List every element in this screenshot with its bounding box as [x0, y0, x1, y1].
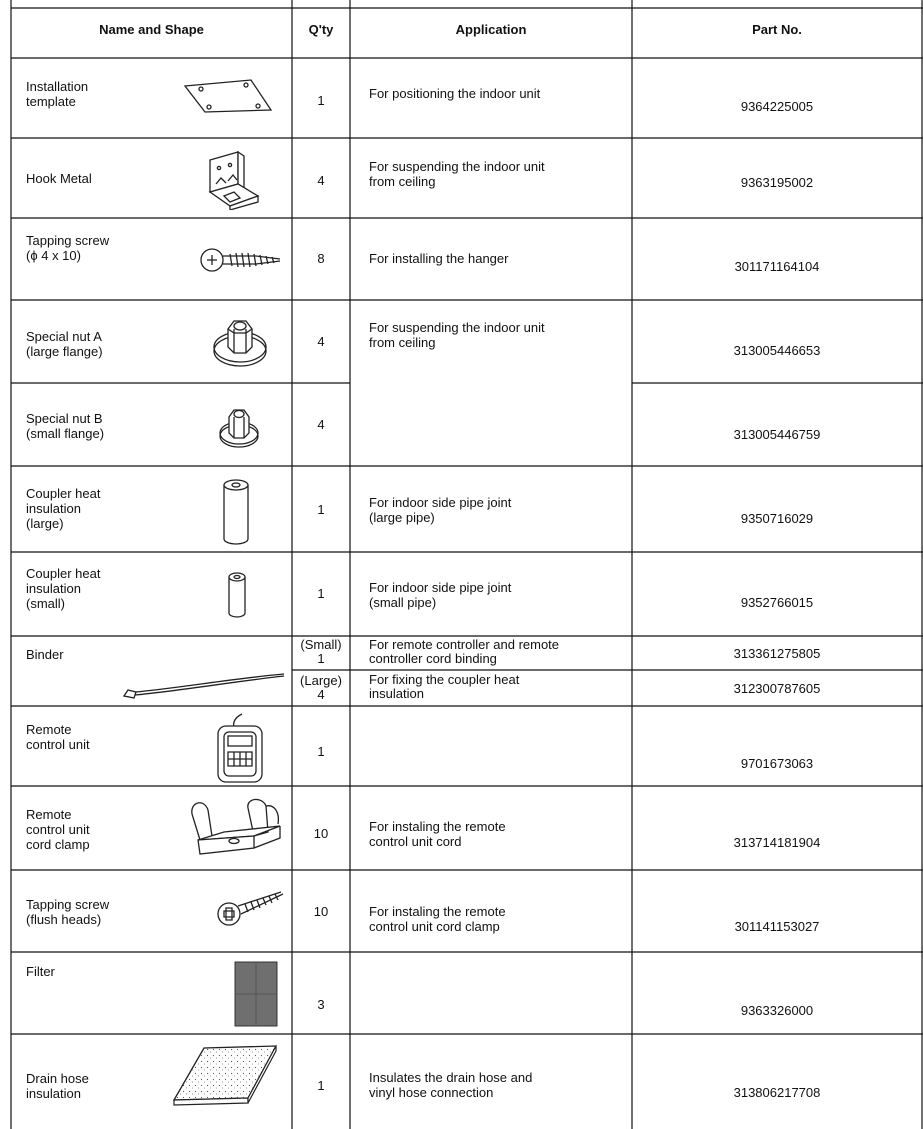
row-application-small: For remote controller and remote controller cord binding — [369, 637, 560, 666]
row-part-no: 301141153027 — [734, 919, 820, 934]
row-qty: 8 — [317, 251, 325, 266]
row-part-no: 9363195002 — [740, 175, 814, 190]
row-part-no: 313714181904 — [733, 835, 821, 850]
row-name-hook-metal: Hook Metal — [26, 171, 92, 186]
row-part-no: 9350716029 — [740, 511, 814, 526]
row-name-coupler-large: Coupler heat insulation (large) — [26, 486, 101, 531]
row-part-no: 9701673063 — [740, 756, 814, 771]
row-qty: 3 — [317, 997, 325, 1012]
row-application: For installing the hanger — [369, 251, 509, 266]
row-qty: 1 — [317, 744, 325, 759]
header-qty: Q'ty — [308, 22, 334, 37]
row-part-no-small: 313361275805 — [733, 646, 821, 661]
row-qty: 1 — [317, 1078, 325, 1093]
special-nut-large-icon — [212, 317, 268, 371]
header-part-no: Part No. — [752, 22, 802, 37]
row-name-installation-template: Installation template — [26, 79, 89, 109]
drain-hose-insulation-icon — [170, 1042, 280, 1106]
row-application: For suspending the indoor unit from ceiling — [369, 320, 545, 350]
row-application: For positioning the indoor unit — [369, 86, 541, 101]
row-name-cord-clamp: Remote control unit cord clamp — [26, 807, 90, 852]
row-qty: 10 — [313, 904, 329, 919]
row-part-no: 313005446653 — [733, 343, 821, 358]
hook-metal-icon — [204, 148, 266, 210]
row-part-no: 9364225005 — [740, 99, 814, 114]
header-name-shape: Name and Shape — [99, 22, 204, 37]
remote-control-icon — [212, 712, 268, 786]
row-name-flush-screw: Tapping screw (flush heads) — [26, 897, 110, 927]
row-qty: 1 — [317, 93, 325, 108]
filter-icon — [233, 960, 279, 1028]
row-application: For suspending the indoor unit from ceiling — [369, 159, 545, 189]
row-application: For indoor side pipe joint (large pipe) — [369, 495, 512, 525]
special-nut-small-icon — [218, 406, 260, 450]
installation-template-icon — [183, 78, 273, 114]
row-application: For indoor side pipe joint (small pipe) — [369, 580, 512, 610]
coupler-insulation-small-icon — [226, 571, 248, 621]
row-qty: 1 — [317, 502, 325, 517]
row-application: For instaling the remote control unit cord — [369, 819, 506, 849]
cord-clamp-icon — [188, 796, 284, 862]
row-name-remote-control-unit: Remote control unit — [26, 722, 90, 752]
row-name-tapping-screw: Tapping screw (ϕ 4 x 10) — [26, 233, 110, 263]
row-application-large: For fixing the coupler heat insulation — [369, 672, 520, 701]
row-name-drain-hose-insulation: Drain hose insulation — [26, 1071, 89, 1101]
row-part-no: 313806217708 — [733, 1085, 821, 1100]
row-name-coupler-small: Coupler heat insulation (small) — [26, 566, 101, 611]
row-qty-large: (Large) 4 — [300, 673, 342, 702]
row-qty: 1 — [317, 586, 325, 601]
tapping-screw-icon — [198, 240, 286, 280]
flush-screw-icon — [215, 880, 285, 932]
row-application: Insulates the drain hose and vinyl hose connection — [369, 1070, 533, 1100]
row-part-no: 313005446759 — [733, 427, 821, 442]
row-part-no: 301171164104 — [734, 259, 820, 274]
row-qty: 4 — [317, 417, 325, 432]
row-qty-small: (Small) 1 — [300, 637, 342, 666]
row-name-special-nut-a: Special nut A (large flange) — [26, 329, 103, 359]
header-application: Application — [455, 22, 527, 37]
row-name-binder: Binder — [26, 647, 64, 662]
row-qty: 4 — [317, 334, 325, 349]
coupler-insulation-large-icon — [221, 477, 251, 547]
row-name-filter: Filter — [26, 964, 55, 979]
row-part-no-large: 312300787605 — [733, 681, 821, 696]
binder-icon — [118, 662, 288, 702]
row-part-no: 9363326000 — [740, 1003, 814, 1018]
row-name-special-nut-b: Special nut B (small flange) — [26, 411, 105, 441]
row-qty: 10 — [313, 826, 329, 841]
row-part-no: 9352766015 — [740, 595, 814, 610]
row-application: For instaling the remote control unit cord clamp — [369, 904, 506, 934]
row-qty: 4 — [317, 173, 325, 188]
